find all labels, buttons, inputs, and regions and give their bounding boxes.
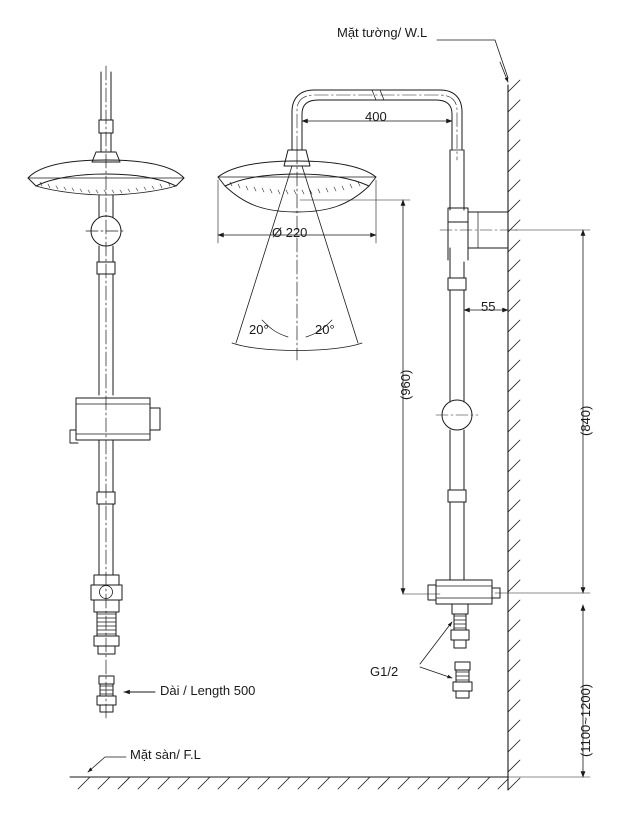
spray-angle-right-label: 20°	[315, 322, 335, 337]
head-diameter-label: Ø 220	[272, 225, 308, 240]
wall-line-label: Mặt tường/ W.L	[337, 25, 428, 40]
right-front-view	[70, 80, 520, 790]
height-range-label: (1100~1200)	[578, 683, 593, 757]
height-960-label: (960)	[398, 369, 413, 400]
arm-length-label: 400	[365, 109, 387, 124]
left-side-view	[28, 66, 184, 720]
spray-angle-left-label: 20°	[249, 322, 269, 337]
height-840-label: (840)	[578, 405, 593, 436]
thread-size-label: G1/2	[370, 664, 399, 679]
floor-line-label: Mặt sàn/ F.L	[130, 747, 201, 762]
center-front-view	[218, 150, 376, 360]
hose-length-label: Dài / Length 500	[160, 683, 256, 698]
wall-offset-label: 55	[481, 299, 496, 314]
dimension-lines	[88, 40, 593, 777]
